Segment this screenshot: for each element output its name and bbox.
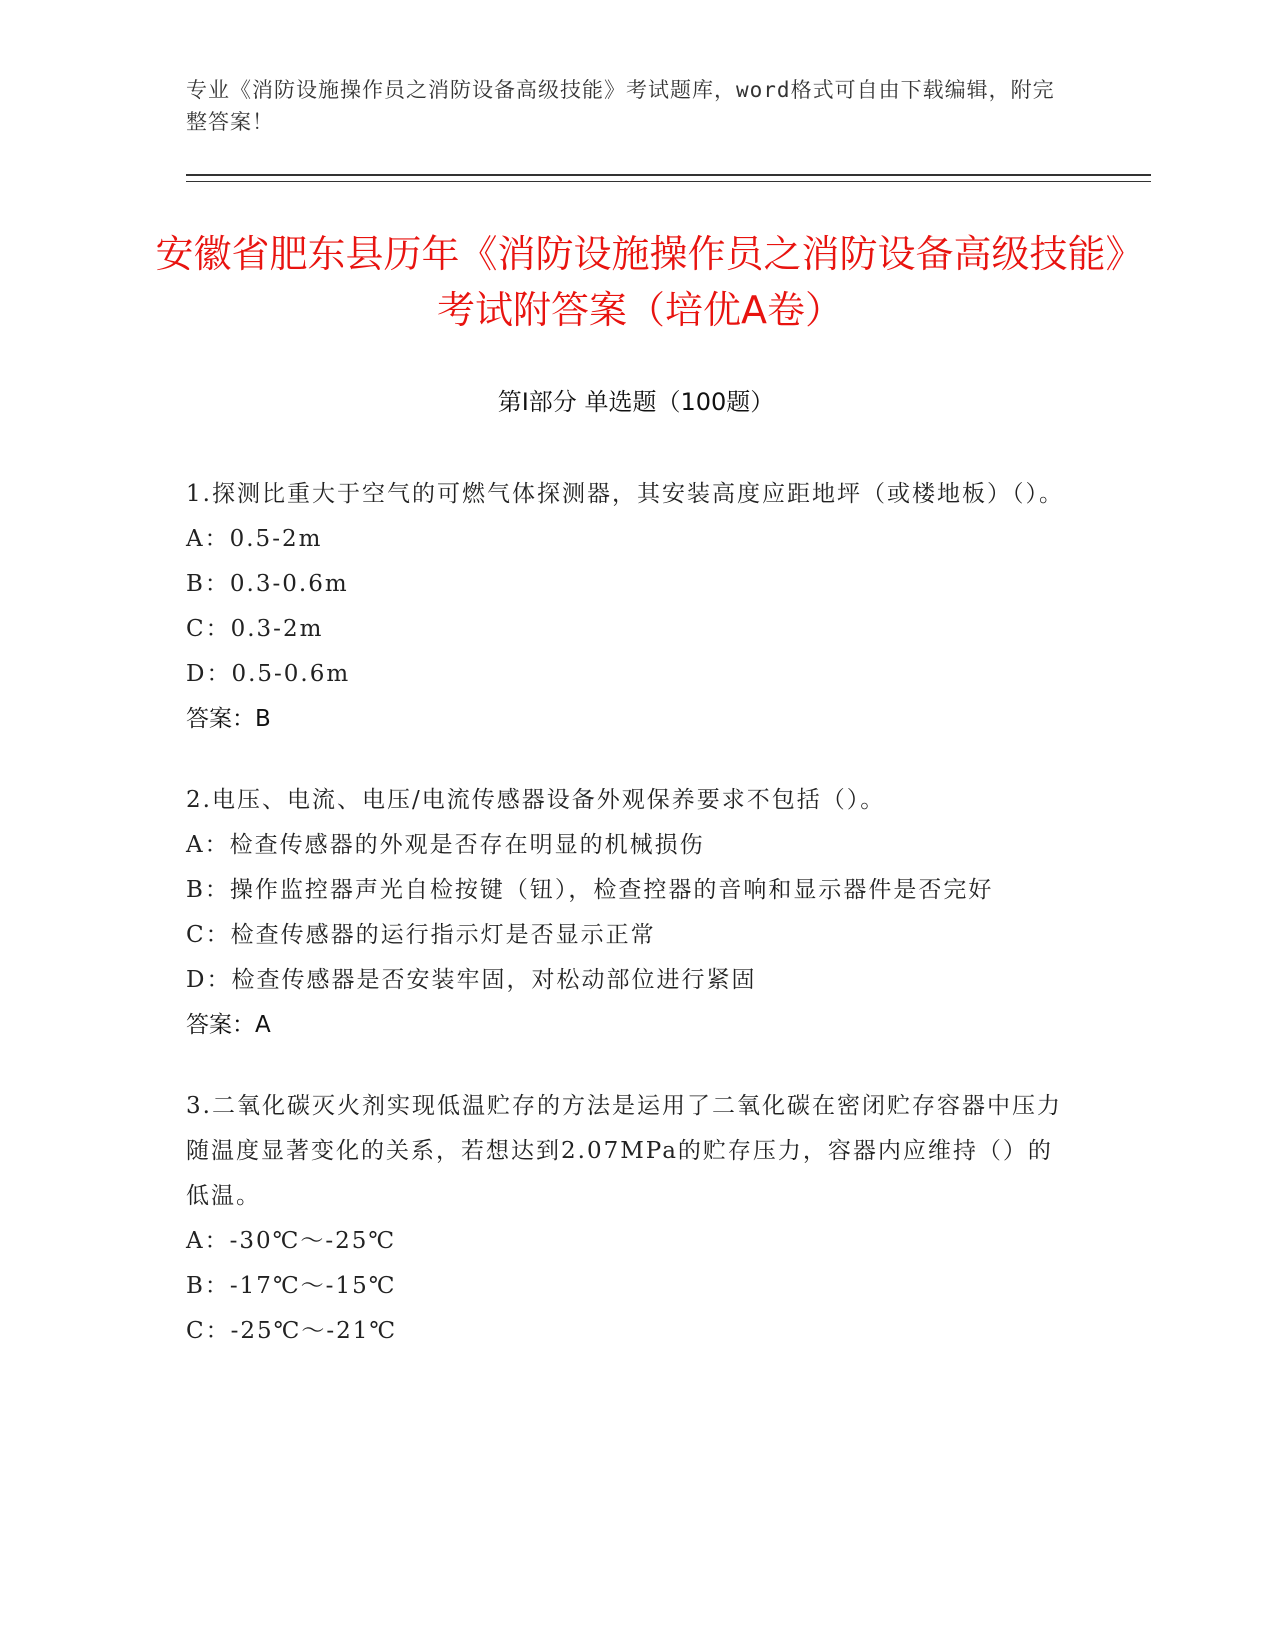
answer: 答案：A: [186, 1012, 271, 1038]
question-text: 1.探测比重大于空气的可燃气体探测器，其安装高度应距地坪（或楼地板）（）。: [186, 481, 1064, 507]
option-c: C：-25℃～-21℃: [186, 1318, 398, 1344]
document-title: 安徽省肥东县历年《消防设施操作员之消防设备高级技能》考试附答案（培优A卷）: [155, 232, 1125, 332]
option-d: D：0.5-0.6m: [186, 661, 351, 687]
option-b: B：-17℃～-15℃: [186, 1273, 397, 1299]
option-d: D：检查传感器是否安装牢固，对松动部位进行紧固: [186, 967, 757, 993]
section-heading: 第Ⅰ部分 单选题（100题）: [497, 388, 775, 416]
question-list: [186, 472, 1066, 1390]
option-c: C：0.3-2m: [186, 616, 324, 642]
question-text: 2.电压、电流、电压/电流传感器设备外观保养要求不包括（）。: [186, 787, 886, 813]
option-b: B：操作监控器声光自检按键（钮），检查控器的音响和显示器件是否完好: [186, 877, 994, 903]
question-3: [186, 1084, 1066, 1354]
header-rule-thin: [186, 181, 1151, 182]
question-2: [186, 778, 1066, 1048]
question-1: [186, 472, 1066, 742]
option-b: B：0.3-0.6m: [186, 571, 349, 597]
answer: 答案：B: [186, 706, 271, 732]
option-a: A：检查传感器的外观是否存在明显的机械损伤: [186, 832, 705, 858]
option-a: A：0.5-2m: [186, 526, 323, 552]
option-a: A：-30℃～-25℃: [186, 1228, 397, 1254]
header-note: 专业《消防设施操作员之消防设备高级技能》考试题库，word格式可自由下载编辑，附完整答案！: [186, 78, 1055, 134]
question-text: 3.二氧化碳灭火剂实现低温贮存的方法是运用了二氧化碳在密闭贮存容器中压力随温度显著变化的关系，若想达到2.07MPa的贮存压力，容器内应维持（）的低温。: [186, 1093, 1062, 1209]
header-rule-thick: [186, 174, 1151, 176]
option-c: C：检查传感器的运行指示灯是否显示正常: [186, 922, 656, 948]
